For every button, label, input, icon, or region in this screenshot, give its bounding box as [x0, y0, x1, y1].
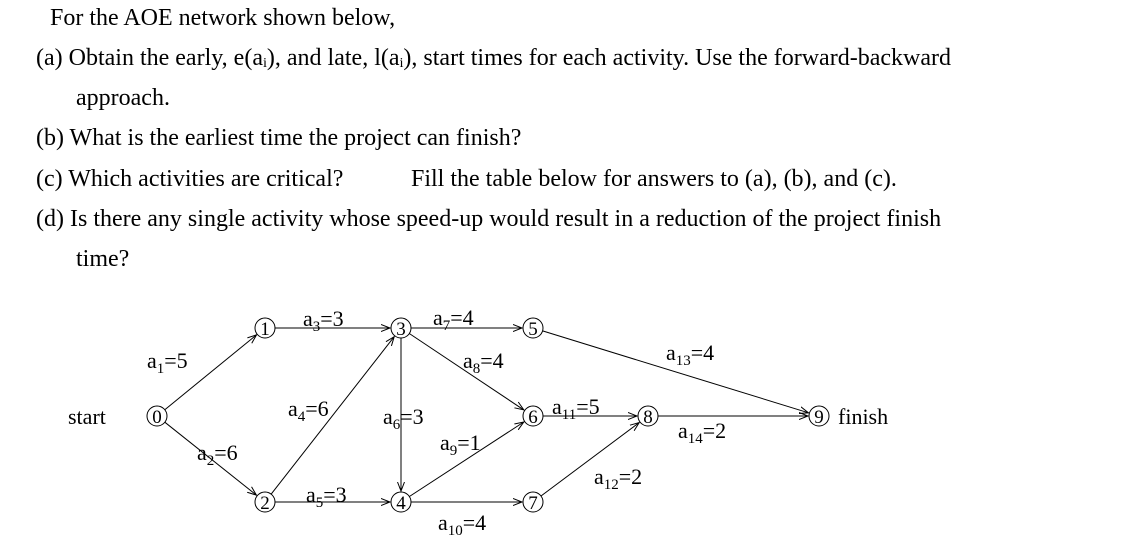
question-a-line2: approach.: [76, 85, 170, 111]
start-label: start: [68, 404, 106, 429]
activity-labels: [68, 305, 888, 539]
question-d-line1: (d) Is there any single activity whose speed-up would result in a reduction of the project finish: [36, 206, 942, 232]
activity-label-a9: $a_9=1$: [440, 430, 481, 459]
node-3-label: 3: [396, 319, 406, 340]
activity-label-a1: $a_1=5$: [147, 348, 188, 377]
node-7-label: 7: [528, 493, 538, 514]
aoe-network-diagram: [0, 290, 1138, 540]
node-0-label: 0: [152, 407, 162, 428]
activity-label-a5: $a_5=3$: [306, 482, 347, 511]
node-5-label: 5: [528, 319, 538, 340]
activity-label-a11: $a_{11}=5$: [552, 394, 600, 423]
activity-label-a2: $a_2=6$: [197, 440, 238, 469]
activity-label-a3: $a_3=3$: [303, 306, 344, 335]
node-6-label: 6: [528, 407, 538, 428]
activity-label-a7: $a_7=4$: [433, 305, 474, 334]
activity-label-a14: $a_{14}=2$: [678, 418, 727, 447]
activity-label-a4: $a_4=6$: [288, 396, 329, 425]
node-9-label: 9: [814, 407, 824, 428]
question-c-part2: Fill the table below for answers to (a), (b), and (c).: [411, 166, 897, 192]
node-2-label: 2: [260, 493, 270, 514]
activity-label-a13: $a_{13}=4$: [666, 340, 715, 369]
activity-label-a12: $a_{12}=2$: [594, 464, 643, 493]
activity-label-a8: $a_8=4$: [463, 348, 504, 377]
node-8-label: 8: [643, 407, 653, 428]
intro-text: For the AOE network shown below,: [50, 5, 396, 31]
question-b: (b) What is the earliest time the project can finish?: [36, 125, 522, 151]
finish-label: finish: [838, 404, 889, 429]
node-4-label: 4: [396, 493, 406, 514]
activity-label-a6: $a_6=3$: [383, 404, 424, 433]
question-a-line1: (a) Obtain the early, e(aᵢ), and late, l(aᵢ), start times for each activity. Use the forward-backward: [36, 45, 951, 71]
node-1-label: 1: [260, 319, 270, 340]
activity-label-a10: $a_{10}=4$: [438, 510, 487, 539]
question-c-part1: (c) Which activities are critical?: [36, 166, 344, 192]
question-d-line2: time?: [76, 246, 130, 272]
